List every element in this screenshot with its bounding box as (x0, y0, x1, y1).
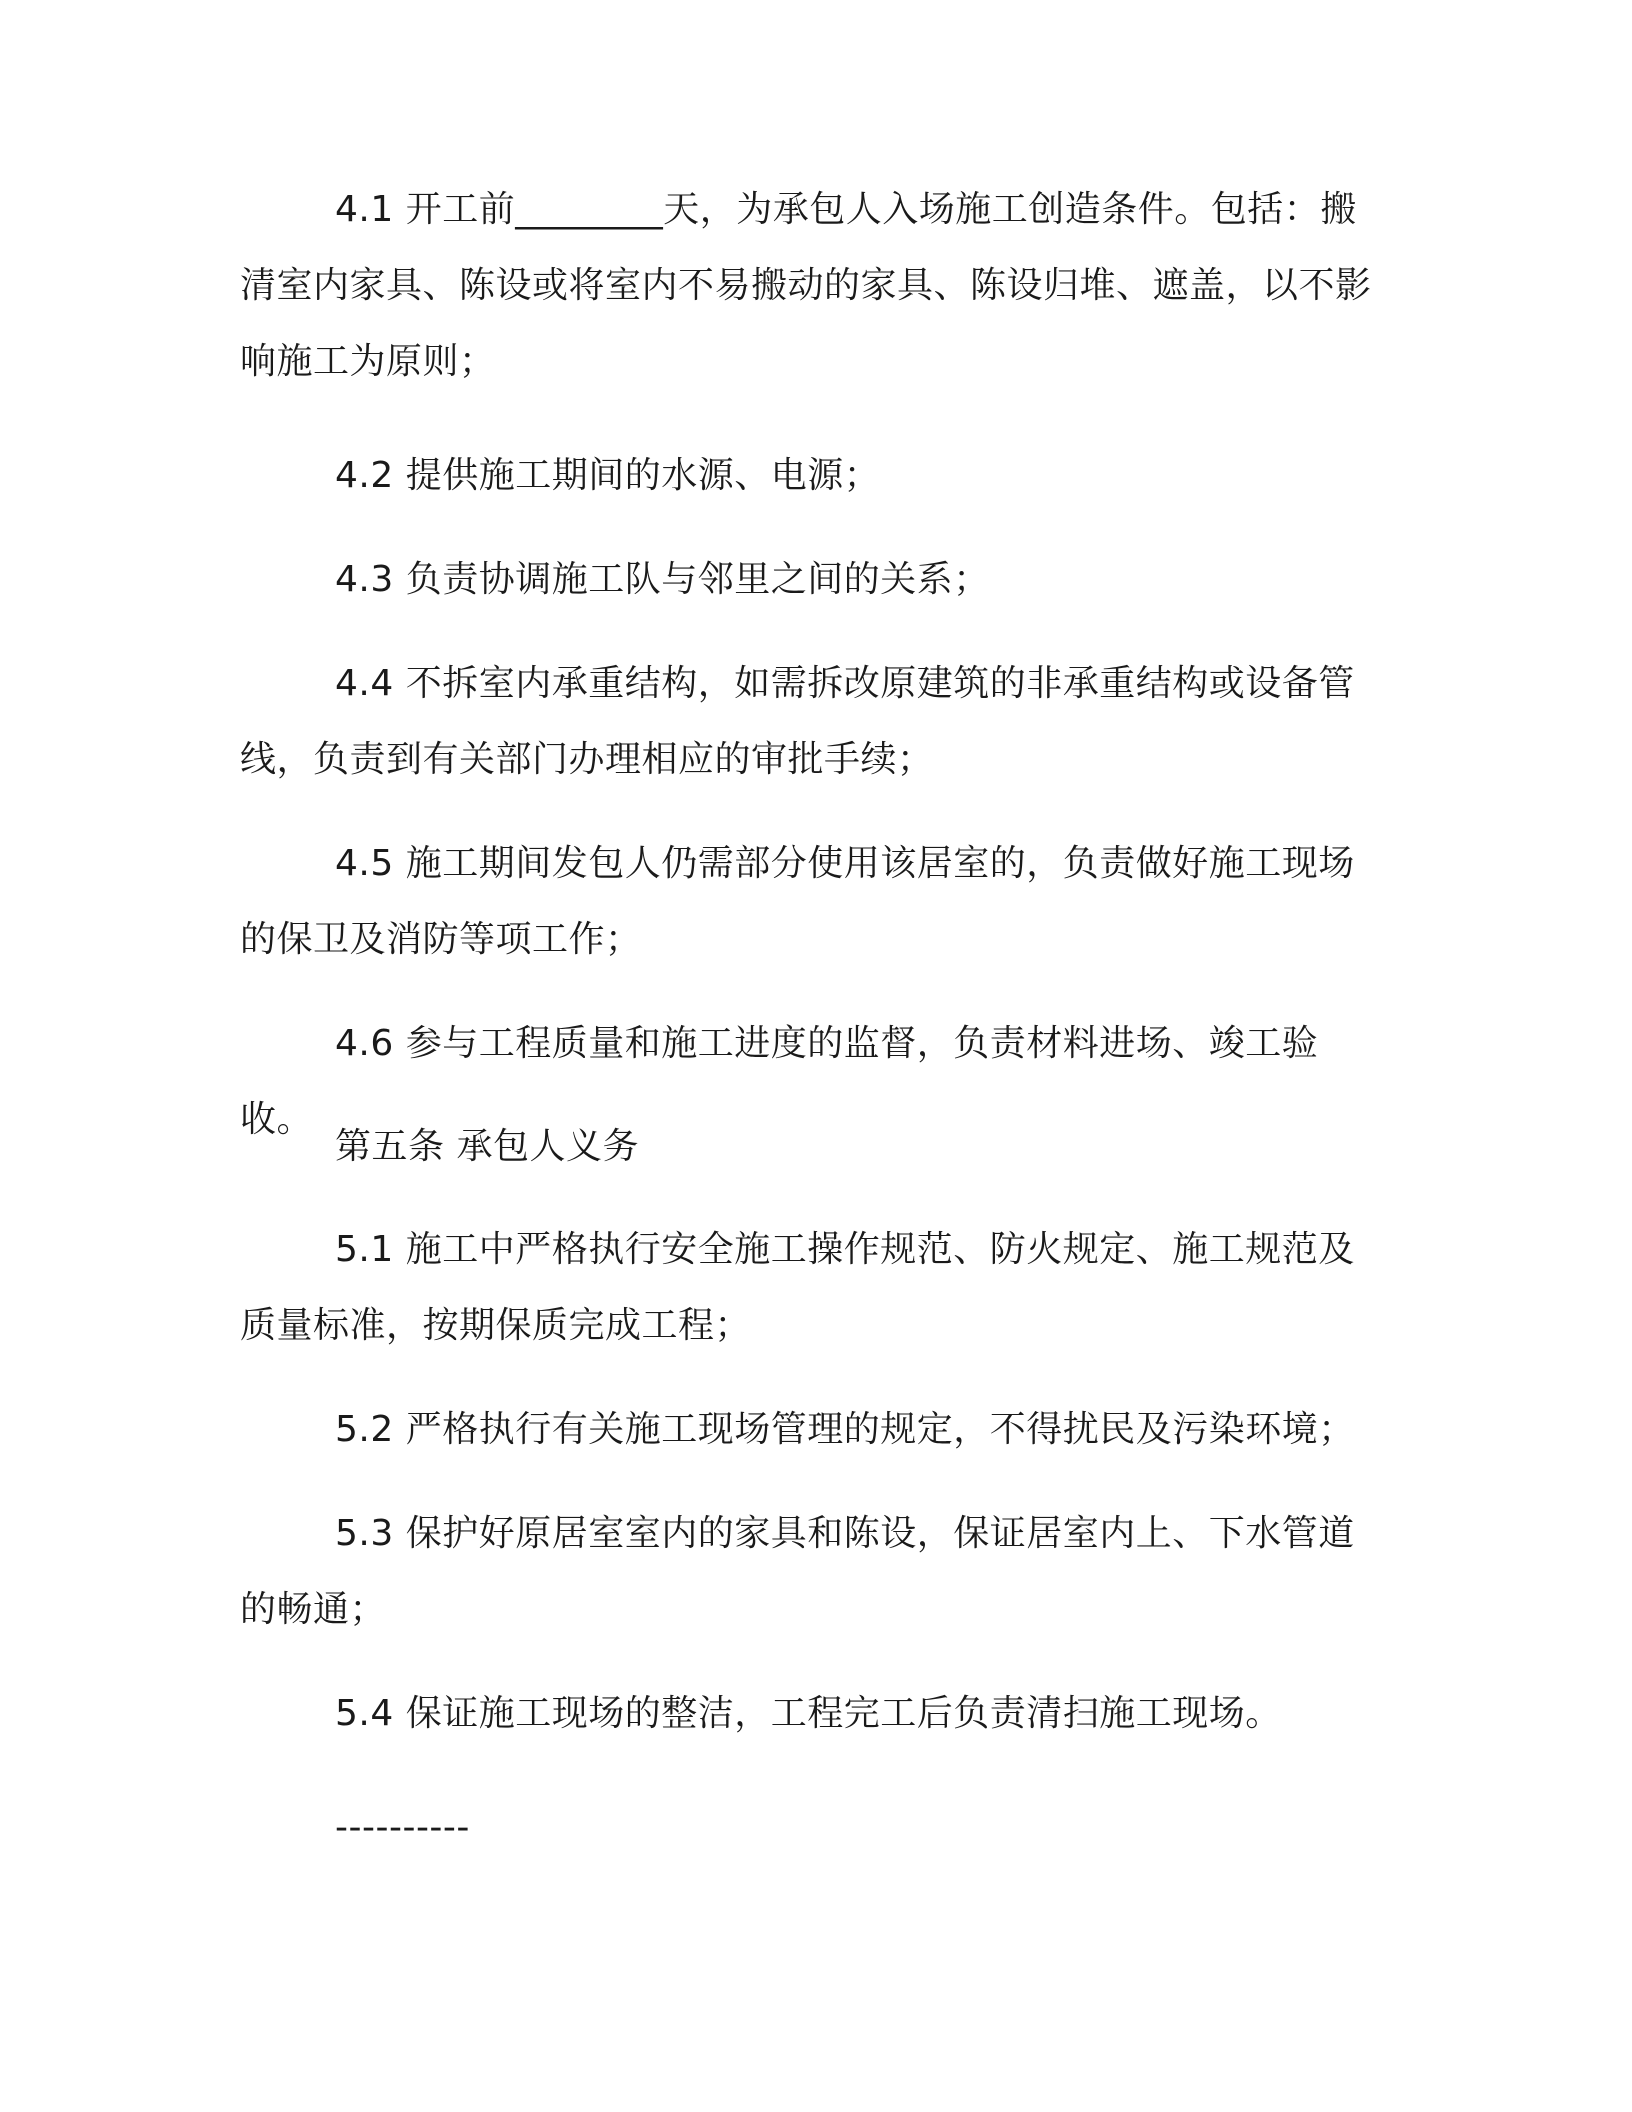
clause-4-4: 4.4 不拆室内承重结构，如需拆改原建筑的非承重结构或设备管线，负责到有关部门办理相应的审批手续； (240, 663, 1355, 780)
clause-4-6: 4.6 参与工程质量和施工进度的监督，负责材料进场、竣工验收。 (240, 1023, 1319, 1140)
clause-5-4: 5.4 保证施工现场的整洁，工程完工后负责清扫施工现场。 (335, 1693, 1282, 1734)
clause-4-2: 4.2 提供施工期间的水源、电源； (335, 455, 881, 496)
separator-line: ---------- (335, 1807, 470, 1848)
section-heading-5: 第五条 承包人义务 (335, 1126, 639, 1167)
clause-4-3: 4.3 负责协调施工队与邻里之间的关系； (335, 559, 990, 600)
clause-5-2: 5.2 严格执行有关施工现场管理的规定，不得扰民及污染环境； (335, 1409, 1355, 1450)
clause-5-1: 5.1 施工中严格执行安全施工操作规范、防火规定、施工规范及质量标准，按期保质完成工程； (240, 1229, 1355, 1346)
clause-4-5: 4.5 施工期间发包人仍需部分使用该居室的，负责做好施工现场的保卫及消防等项工作； (240, 843, 1355, 960)
clause-5-3: 5.3 保护好原居室室内的家具和陈设，保证居室内上、下水管道的畅通； (240, 1513, 1355, 1630)
clause-4-1: 4.1 开工前________天，为承包人入场施工创造条件。包括：搬清室内家具、陈设或将室内不易搬动的家具、陈设归堆、遮盖，以不影响施工为原则； (240, 189, 1372, 382)
